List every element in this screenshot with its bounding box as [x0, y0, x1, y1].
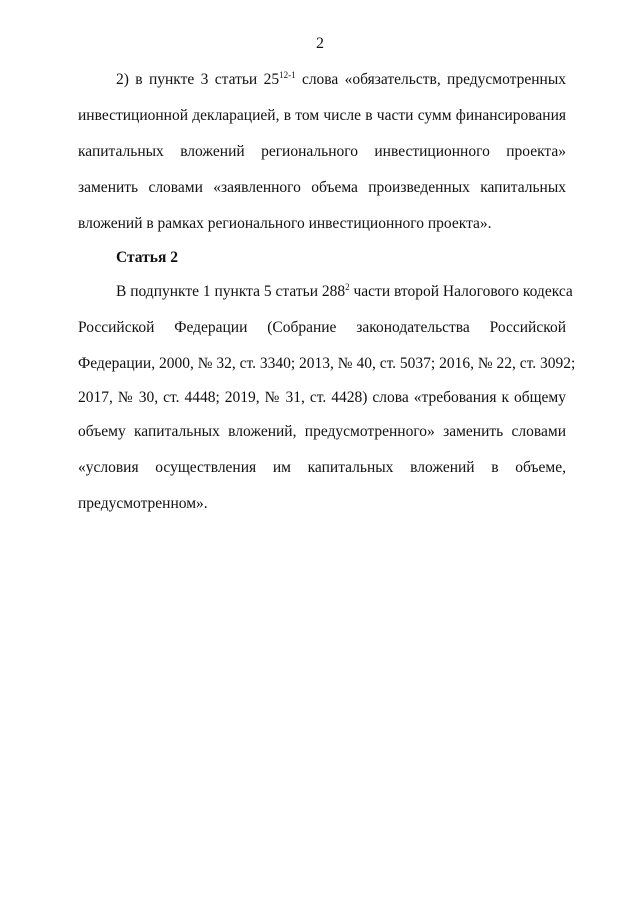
paragraph-1-line-4: заменить словами «заявленного объема произведенных капитальных [78, 179, 566, 196]
paragraph-2-line-2: Российской Федерации (Собрание законодательства Российской [78, 319, 566, 336]
paragraph-2-line-6: «условия осуществления им капитальных вложений в объеме, [78, 459, 566, 476]
paragraph-2-line-4: 2017, № 30, ст. 4448; 2019, № 31, ст. 4428) слова «требования к общему [78, 389, 566, 406]
paragraph-2-superscript: 2 [345, 282, 350, 292]
paragraph-2-line-5: объему капитальных вложений, предусмотренного» заменить словами [78, 423, 566, 440]
paragraph-2-line-1 [116, 282, 573, 302]
paragraph-2-line-3: Федерации, 2000, № 32, ст. 3340; 2013, № 40, ст. 5037; 2016, № 22, ст. 3092; [78, 355, 576, 372]
paragraph-2-text-a: В подпункте 1 пункта 5 статьи 288 [116, 283, 346, 300]
paragraph-1-line-1 [116, 70, 566, 90]
paragraph-1-text-a: 2) в пункте 3 статьи 25 [116, 71, 280, 88]
paragraph-2-line-7: предусмотренном». [78, 495, 208, 512]
paragraph-2-text-b: части второй Налогового кодекса [349, 283, 573, 300]
paragraph-1-line-3: капитальных вложений регионального инвестиционного проекта» [78, 143, 566, 160]
paragraph-1-line-2: инвестиционной декларацией, в том числе в части сумм финансирования [78, 107, 566, 124]
paragraph-1-line-5: вложений в рамках регионального инвестиционного проекта». [78, 215, 492, 232]
page-number: 2 [316, 35, 324, 52]
article-2-heading: Статья 2 [116, 249, 178, 266]
paragraph-1-superscript: 12-1 [279, 70, 296, 80]
paragraph-1-text-b: слова «обязательств, предусмотренных [295, 71, 566, 88]
